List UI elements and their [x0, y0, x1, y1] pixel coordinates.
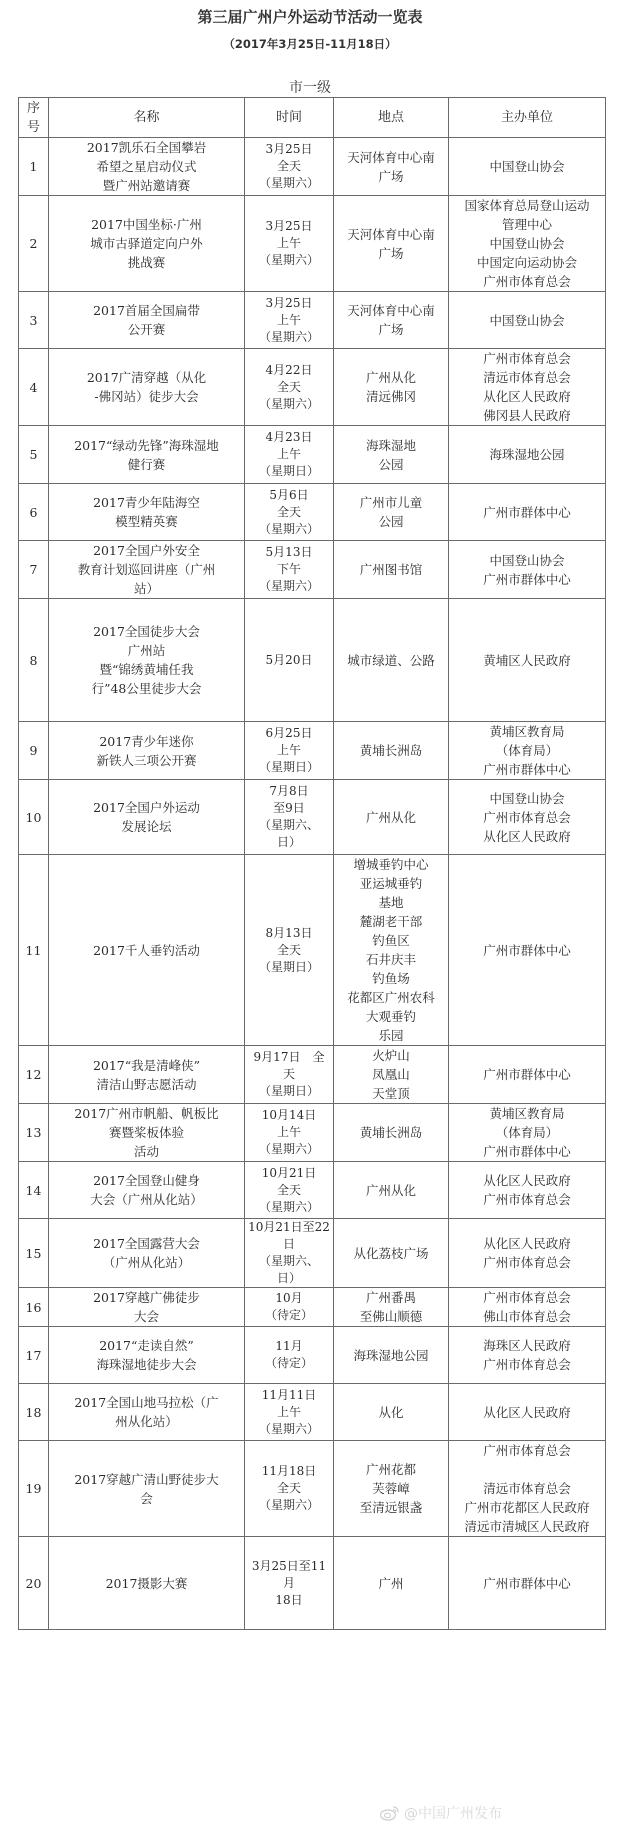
row-seq: 18 — [19, 1384, 49, 1441]
row-seq: 7 — [19, 541, 49, 599]
row-name: 2017广州市帆船、帆板比 赛暨桨板体验 活动 — [49, 1104, 245, 1162]
row-time: 8月13日 全天 （星期日） — [245, 855, 334, 1046]
row-place: 广州番禺 至佛山顺德 — [334, 1288, 449, 1327]
row-seq: 17 — [19, 1327, 49, 1384]
row-place: 广州花都 芙蓉嶂 至清远银盏 — [334, 1441, 449, 1537]
watermark — [380, 1803, 502, 1823]
row-organizer: 海珠区人民政府 广州市体育总会 — [449, 1327, 606, 1384]
table-row — [19, 1537, 606, 1630]
row-organizer: 黄埔区教育局 （体育局） 广州市群体中心 — [449, 1104, 606, 1162]
row-seq: 12 — [19, 1046, 49, 1104]
row-name: 2017穿越广清山野徒步大 会 — [49, 1441, 245, 1537]
row-place: 海珠湿地公园 — [334, 1327, 449, 1384]
row-seq: 3 — [19, 292, 49, 349]
row-seq: 4 — [19, 349, 49, 426]
row-organizer: 广州市体育总会 佛山市体育总会 — [449, 1288, 606, 1327]
row-name: 2017中国坐标·广州 城市古驿道定向户外 挑战赛 — [49, 196, 245, 292]
row-seq: 20 — [19, 1537, 49, 1630]
row-time: 11月 （待定） — [245, 1327, 334, 1384]
table-body — [19, 138, 606, 1630]
row-seq: 13 — [19, 1104, 49, 1162]
row-time: 4月23日 上午 （星期日） — [245, 426, 334, 484]
page-title: 第三届广州户外运动节活动一览表 — [197, 8, 423, 26]
row-time: 7月8日 至9日 （星期六、 日） — [245, 780, 334, 855]
row-place: 火炉山 凤凰山 天堂顶 — [334, 1046, 449, 1104]
row-seq: 15 — [19, 1219, 49, 1288]
row-place: 天河体育中心南 广场 — [334, 196, 449, 292]
table-row — [19, 541, 606, 599]
row-organizer: 国家体育总局登山运动 管理中心 中国登山协会 中国定向运动协会 广州市体育总会 — [449, 196, 606, 292]
table-row — [19, 855, 606, 1046]
row-time: 10月 （待定） — [245, 1288, 334, 1327]
table-row — [19, 1046, 606, 1104]
table-row — [19, 722, 606, 780]
row-time: 9月17日 全天 （星期日） — [245, 1046, 334, 1104]
row-time: 11月11日 上午 （星期六） — [245, 1384, 334, 1441]
row-seq: 16 — [19, 1288, 49, 1327]
table-row — [19, 426, 606, 484]
row-seq: 11 — [19, 855, 49, 1046]
weibo-icon — [380, 1805, 400, 1821]
row-seq: 2 — [19, 196, 49, 292]
row-time: 6月25日 上午 （星期日） — [245, 722, 334, 780]
row-place: 增城垂钓中心 亚运城垂钓 基地 麓湖老干部 钓鱼区 石井庆丰 钓鱼场 花都区广州农科 大观垂钓 乐园 — [334, 855, 449, 1046]
row-seq: 10 — [19, 780, 49, 855]
activity-table — [18, 97, 606, 1630]
row-time: 3月25日 上午 （星期六） — [245, 292, 334, 349]
row-organizer: 广州市体育总会 清远市体育总会 从化区人民政府 佛冈县人民政府 — [449, 349, 606, 426]
row-organizer: 中国登山协会 广州市体育总会 从化区人民政府 — [449, 780, 606, 855]
row-organizer: 广州市群体中心 — [449, 484, 606, 541]
row-seq: 8 — [19, 599, 49, 722]
row-organizer: 从化区人民政府 — [449, 1384, 606, 1441]
header-place: 地点 — [334, 98, 449, 138]
header-name: 名称 — [49, 98, 245, 138]
row-place: 天河体育中心南 广场 — [334, 138, 449, 196]
row-name: 2017青少年陆海空 模型精英赛 — [49, 484, 245, 541]
row-place: 城市绿道、公路 — [334, 599, 449, 722]
table-row — [19, 780, 606, 855]
row-name: 2017“走读自然” 海珠湿地徒步大会 — [49, 1327, 245, 1384]
row-organizer: 从化区人民政府 广州市体育总会 — [449, 1219, 606, 1288]
table-header-row — [19, 98, 606, 138]
table-row — [19, 292, 606, 349]
row-seq: 6 — [19, 484, 49, 541]
row-time: 5月13日 下午 （星期六） — [245, 541, 334, 599]
table-row — [19, 1288, 606, 1327]
row-place: 从化荔枝广场 — [334, 1219, 449, 1288]
row-seq: 5 — [19, 426, 49, 484]
row-place: 广州从化 — [334, 780, 449, 855]
row-place: 广州从化 — [334, 1162, 449, 1219]
row-name: 2017全国户外安全 教育计划巡回讲座（广州 站） — [49, 541, 245, 599]
table-row — [19, 599, 606, 722]
row-name: 2017穿越广佛徒步 大会 — [49, 1288, 245, 1327]
header-organizer: 主办单位 — [449, 98, 606, 138]
row-organizer: 广州市群体中心 — [449, 1537, 606, 1630]
row-seq: 9 — [19, 722, 49, 780]
header-time: 时间 — [245, 98, 334, 138]
row-organizer: 黄埔区教育局 （体育局） 广州市群体中心 — [449, 722, 606, 780]
table-row — [19, 1104, 606, 1162]
row-name: 2017首届全国扁带 公开赛 — [49, 292, 245, 349]
watermark-text: @中国广州发布 — [404, 1806, 502, 1822]
table-row — [19, 1219, 606, 1288]
row-seq: 1 — [19, 138, 49, 196]
row-place: 广州图书馆 — [334, 541, 449, 599]
date-range: （2017年3月25日-11月18日） — [223, 37, 397, 51]
row-place: 海珠湿地 公园 — [334, 426, 449, 484]
row-name: 2017全国登山健身 大会（广州从化站） — [49, 1162, 245, 1219]
table-row — [19, 1162, 606, 1219]
row-place: 从化 — [334, 1384, 449, 1441]
row-time: 5月20日 — [245, 599, 334, 722]
row-organizer: 中国登山协会 — [449, 292, 606, 349]
row-name: 2017“绿动先锋”海珠湿地 健行赛 — [49, 426, 245, 484]
row-organizer: 广州市群体中心 — [449, 1046, 606, 1104]
row-time: 10月14日 上午 （星期六） — [245, 1104, 334, 1162]
table-row — [19, 138, 606, 196]
header-seq: 序 号 — [19, 98, 49, 138]
row-place: 广州 — [334, 1537, 449, 1630]
table-row — [19, 484, 606, 541]
row-seq: 19 — [19, 1441, 49, 1537]
row-time: 11月18日 全天 （星期六） — [245, 1441, 334, 1537]
row-time: 3月25日至11月 18日 — [245, 1537, 334, 1630]
row-name: 2017广清穿越（从化 -佛冈站）徒步大会 — [49, 349, 245, 426]
section-level: 市一级 — [289, 80, 331, 96]
row-time: 3月25日 全天 （星期六） — [245, 138, 334, 196]
row-organizer: 广州市群体中心 — [449, 855, 606, 1046]
table-row — [19, 1327, 606, 1384]
row-name: 2017摄影大赛 — [49, 1537, 245, 1630]
row-name: 2017全国户外运动 发展论坛 — [49, 780, 245, 855]
row-time: 10月21日至22 日 （星期六、 日） — [245, 1219, 334, 1288]
row-time: 3月25日 上午 （星期六） — [245, 196, 334, 292]
row-organizer: 海珠湿地公园 — [449, 426, 606, 484]
row-time: 5月6日 全天 （星期六） — [245, 484, 334, 541]
row-time: 4月22日 全天 （星期六） — [245, 349, 334, 426]
row-place: 广州市儿童 公园 — [334, 484, 449, 541]
row-organizer: 中国登山协会 — [449, 138, 606, 196]
row-organizer: 中国登山协会 广州市群体中心 — [449, 541, 606, 599]
row-organizer: 广州市体育总会 清远市体育总会 广州市花都区人民政府 清远市清城区人民政府 — [449, 1441, 606, 1537]
row-organizer: 从化区人民政府 广州市体育总会 — [449, 1162, 606, 1219]
row-time: 10月21日 全天 （星期六） — [245, 1162, 334, 1219]
row-name: 2017千人垂钓活动 — [49, 855, 245, 1046]
table-row — [19, 1441, 606, 1537]
row-seq: 14 — [19, 1162, 49, 1219]
row-name: 2017全国徒步大会 广州站 暨“锦绣黄埔任我 行”48公里徒步大会 — [49, 599, 245, 722]
row-place: 天河体育中心南 广场 — [334, 292, 449, 349]
row-name: 2017“我是清峰侠” 清洁山野志愿活动 — [49, 1046, 245, 1104]
row-place: 广州从化 清远佛冈 — [334, 349, 449, 426]
row-name: 2017青少年迷你 新铁人三项公开赛 — [49, 722, 245, 780]
row-place: 黄埔长洲岛 — [334, 722, 449, 780]
row-name: 2017全国露营大会 （广州从化站） — [49, 1219, 245, 1288]
row-place: 黄埔长洲岛 — [334, 1104, 449, 1162]
row-name: 2017凯乐石全国攀岩 希望之星启动仪式 暨广州站邀请赛 — [49, 138, 245, 196]
table-row — [19, 349, 606, 426]
table-row — [19, 196, 606, 292]
row-name: 2017全国山地马拉松（广 州从化站） — [49, 1384, 245, 1441]
row-organizer: 黄埔区人民政府 — [449, 599, 606, 722]
table-row — [19, 1384, 606, 1441]
